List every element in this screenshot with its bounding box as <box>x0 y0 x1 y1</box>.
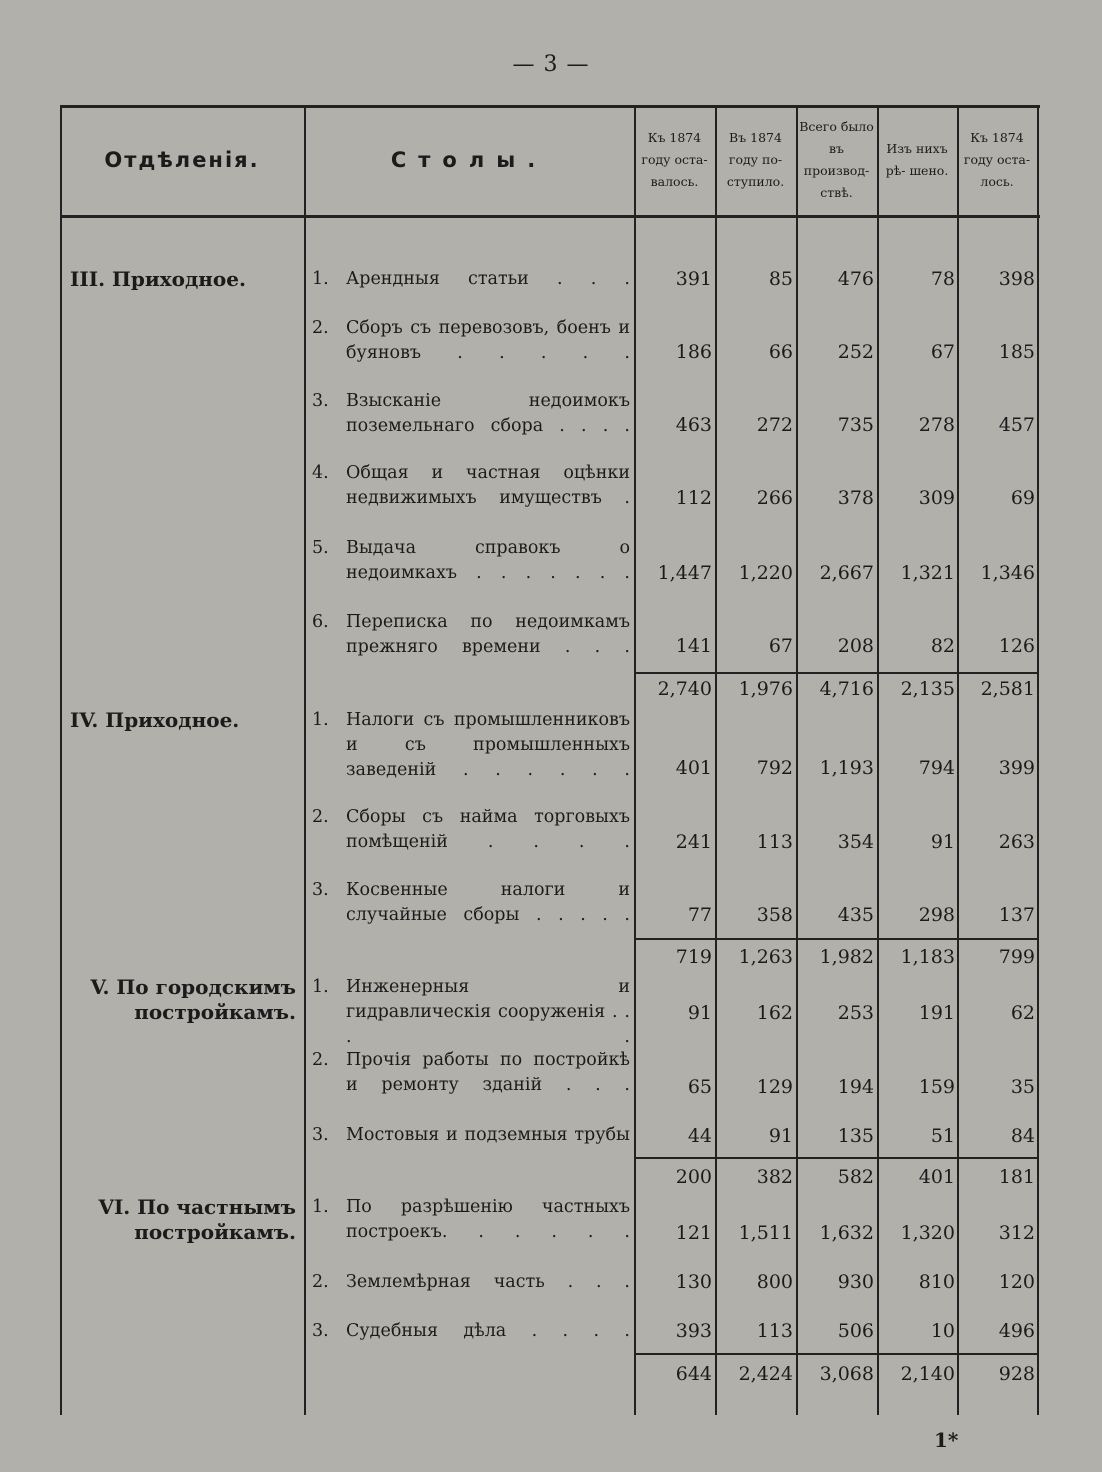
table-row-values: 91 162 253 191 62 <box>687 1002 1035 1024</box>
header-departments: Отдѣленія. <box>104 148 260 172</box>
table-row-label: 3. Косвенные налоги и случайные сборы . . . . . <box>312 880 630 925</box>
table-row-values: 44 91 135 51 84 <box>687 1125 1035 1147</box>
table-row-values: 391 85 476 78 398 <box>675 268 1035 290</box>
subtotal-rule <box>634 1157 1038 1159</box>
signature-mark: 1* <box>934 1428 959 1452</box>
table-row-label: 1. Налоги съ промышленниковъ и съ промышленныхъ заведеній . . . . . . <box>312 710 630 780</box>
table-row-label: 5. Выдача справокъ о недоимкахъ . . . . . . . <box>312 538 630 583</box>
subtotal-rule <box>634 1353 1038 1355</box>
table-row-values: 1,447 1,220 2,667 1,321 1,346 <box>657 562 1035 584</box>
table-row-label: 2. Прочія работы по постройкѣ и ремонту зданій . . . <box>312 1050 630 1095</box>
statistics-table <box>60 105 1040 1415</box>
subtotal-row: 644 2,424 3,068 2,140 928 <box>675 1363 1035 1385</box>
table-row-label: 3. Мостовыя и подземныя трубы <box>312 1125 630 1145</box>
table-row-label: 4. Общая и частная оцѣнки недвижимыхъ имуществъ . <box>312 463 630 508</box>
table-row-values: 112 266 378 309 69 <box>675 487 1035 509</box>
subtotal-row: 719 1,263 1,982 1,183 799 <box>675 946 1035 968</box>
table-row-values: 130 800 930 810 120 <box>675 1271 1035 1293</box>
header-col-total: Всего было въ производ- ствѣ. <box>799 119 874 200</box>
table-row-values: 186 66 252 67 185 <box>675 341 1035 363</box>
department-title: III. Приходное. <box>70 267 246 291</box>
subtotal-rule <box>634 938 1038 940</box>
table-row-label: 2. Сборы съ найма торговыхъ помѣщеній . . . . <box>312 807 630 852</box>
table-row-label: 1. По разрѣшенію частныхъ построекъ. . . . . . <box>312 1197 630 1242</box>
subtotal-row: 200 382 582 401 181 <box>675 1166 1035 1188</box>
table-row-values: 121 1,511 1,632 1,320 312 <box>675 1222 1035 1244</box>
subtotal-rule <box>634 672 1038 674</box>
table-row-label: 1. Инженерныя и гидравлическія сооруженія . . . . <box>312 977 630 1047</box>
table-row-label: 2. Землемѣрная часть . . . <box>312 1272 630 1292</box>
department-title: VI. По частнымъ постройкамъ. <box>98 1195 296 1244</box>
table-row-values: 241 113 354 91 263 <box>675 831 1035 853</box>
subtotal-row: 2,740 1,976 4,716 2,135 2,581 <box>657 678 1035 700</box>
table-row-values: 401 792 1,193 794 399 <box>675 757 1035 779</box>
table-row-label: 2. Сборъ съ перевозовъ, боенъ и буяновъ . . . . . <box>312 318 630 363</box>
table-row-label: 1. Арендныя статьи . . . <box>312 269 630 289</box>
table-row-values: 141 67 208 82 126 <box>675 635 1035 657</box>
page-number: — 3 — <box>512 52 590 77</box>
header-col-remained-end: Къ 1874 году оста- лось. <box>963 130 1031 189</box>
table-row-values: 77 358 435 298 137 <box>687 904 1035 926</box>
header-col-received: Въ 1874 году по- ступило. <box>726 130 785 189</box>
header-col-decided: Изъ нихъ рѣ- шено. <box>885 141 949 178</box>
table-row-values: 463 272 735 278 457 <box>675 414 1035 436</box>
table-row-values: 65 129 194 159 35 <box>687 1076 1035 1098</box>
department-title: IV. Приходное. <box>70 708 240 732</box>
header-rule <box>60 215 1040 218</box>
header-tables: Столы. <box>390 148 548 172</box>
table-row-label: 3. Взысканіе недоимокъ поземельнаго сбора . . . . <box>312 391 630 436</box>
table-row-label: 3. Судебныя дѣла . . . . <box>312 1321 630 1341</box>
table-row-values: 393 113 506 10 496 <box>675 1320 1035 1342</box>
department-title: V. По городскимъ постройкамъ. <box>90 975 296 1024</box>
table-row-label: 6. Переписка по недоимкамъ прежняго времени . . . <box>312 612 630 657</box>
table-left-rule <box>60 105 62 1415</box>
column-rule <box>304 105 306 1415</box>
header-col-remained-start: Къ 1874 году оста- валось. <box>641 130 708 189</box>
